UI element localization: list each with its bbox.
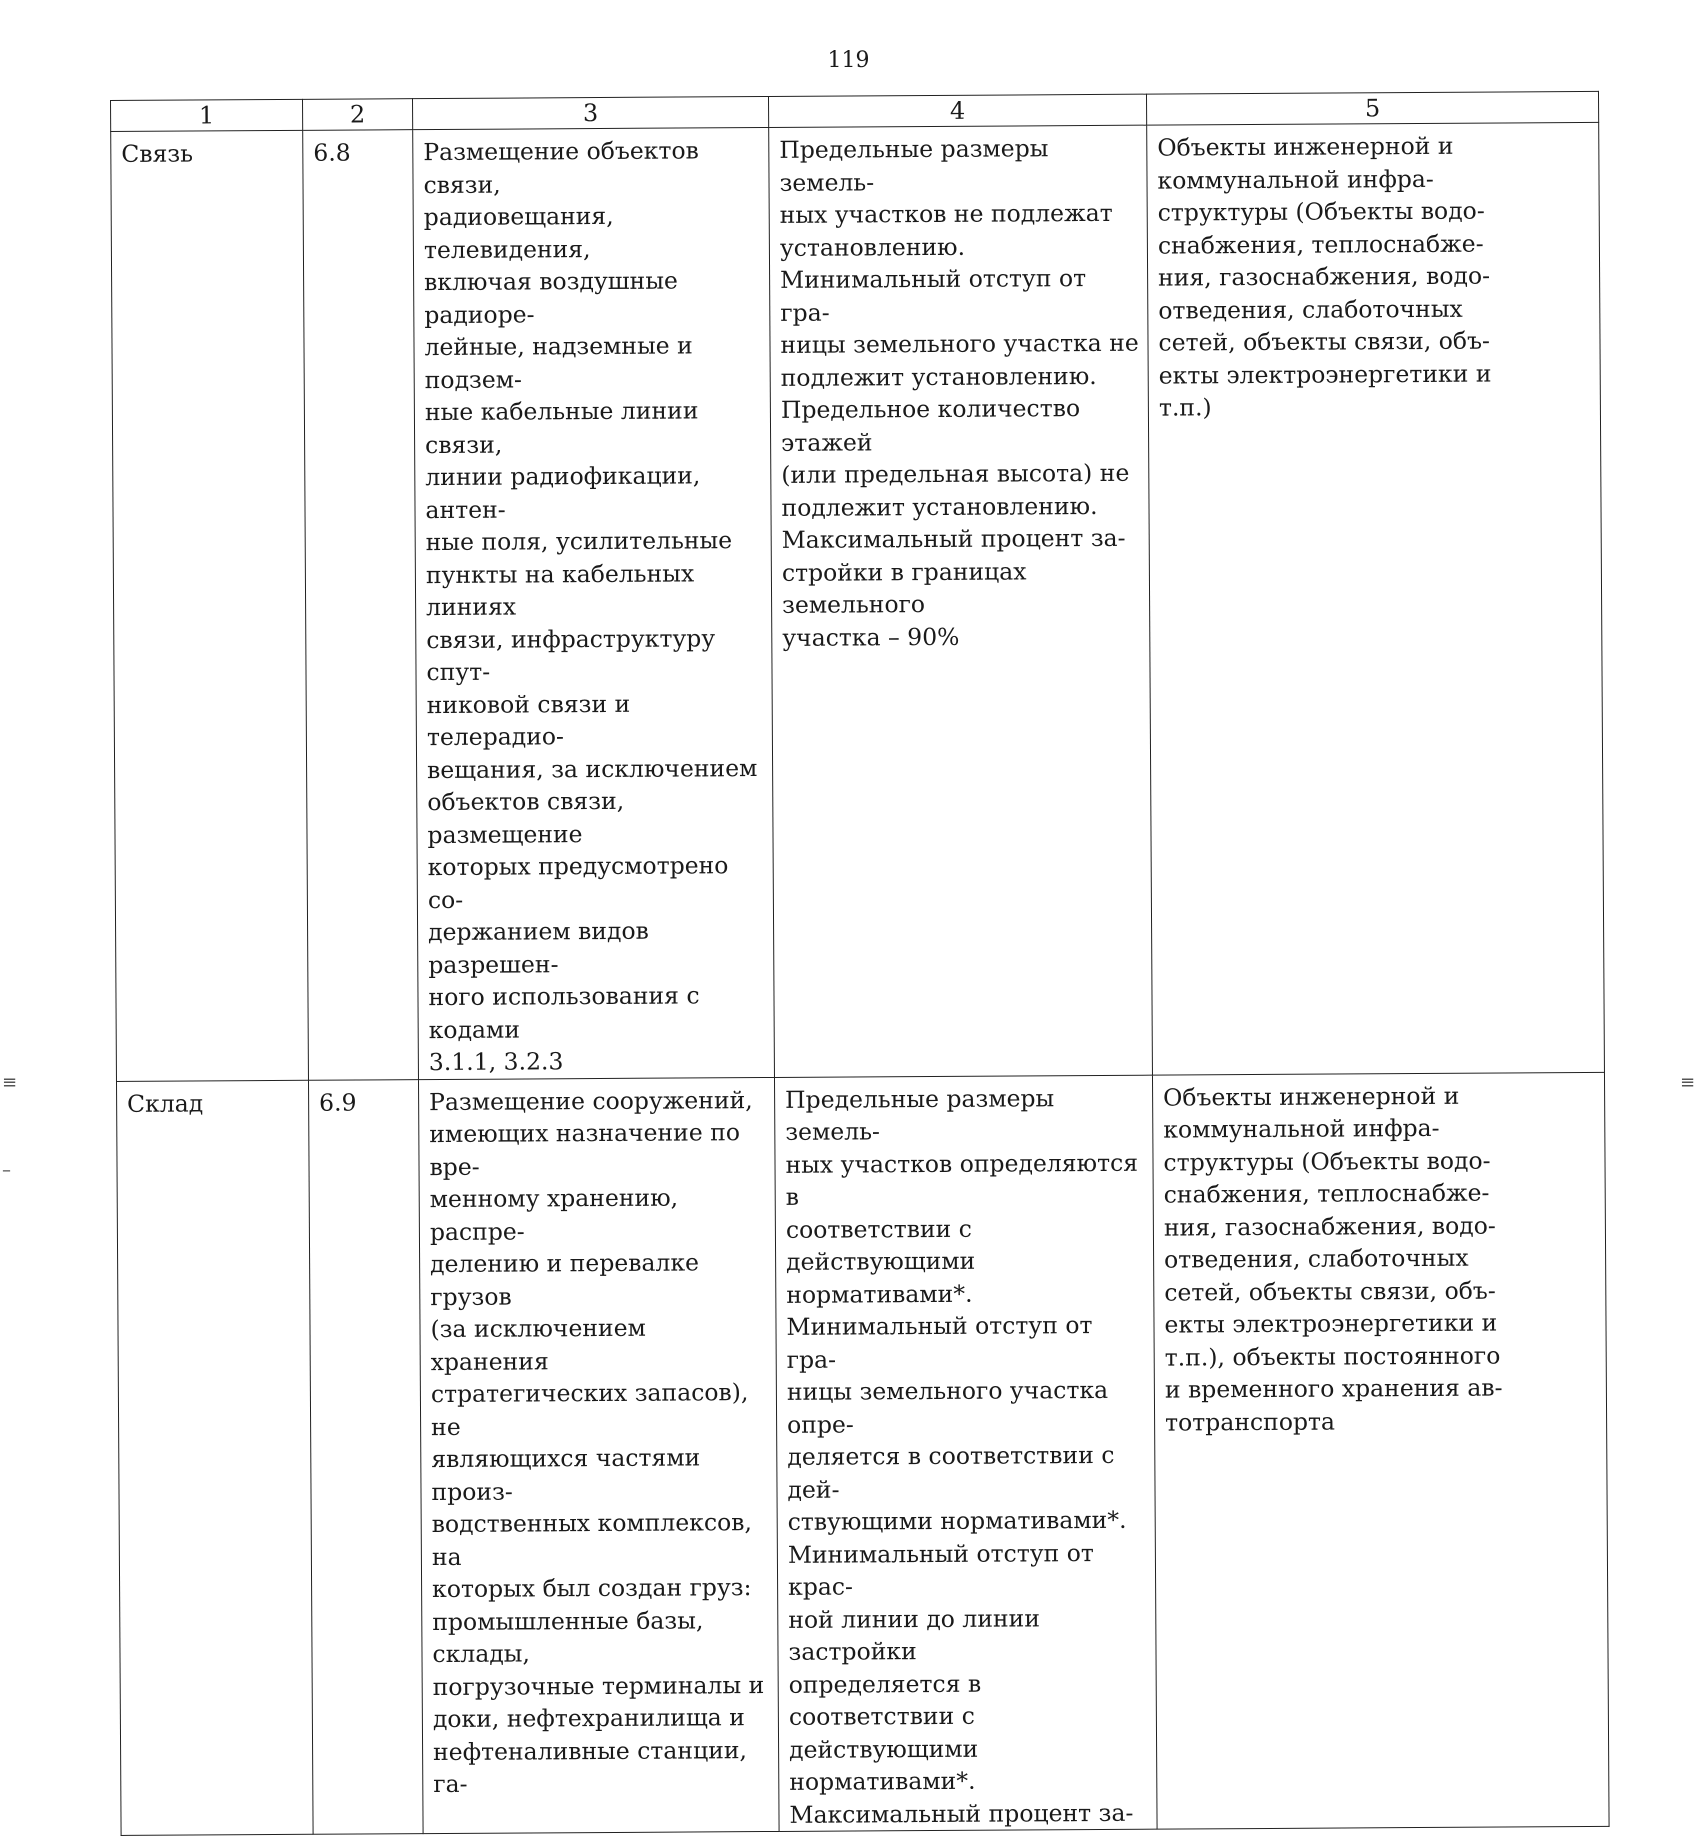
- use-type-code: 6.9: [308, 1079, 423, 1834]
- column-header: 4: [768, 94, 1146, 127]
- use-type-name: Связь: [111, 130, 309, 1081]
- left-margin-tick: –: [2, 1160, 11, 1181]
- table-row: [111, 122, 1605, 1081]
- right-margin-mark: ≡: [1680, 1072, 1696, 1093]
- page-number: 119: [827, 48, 870, 73]
- left-margin-mark: ≡: [2, 1072, 18, 1093]
- use-type-auxiliary: Объекты инженерной и коммунальной инфра- структуры (Объекты водо- снабжения, теплоснабже- ния, газоснабжения, водо- отведения, слаботочных сетей, объекты связи, объ- екты электроэнергетики и т.п.), объекты постоянного и временного хранения ав- тотранспорта: [1152, 1072, 1609, 1829]
- use-type-parameters: Предельные размеры земель- ных участков не подлежат установлению. Минимальный отступ от гра- ницы земельного участка не подлежит установлению. Предельное количество этажей (или предельная высота) не подлежит установлению. Максимальный процент за- стройки в границах земельного участка – 90%: [769, 125, 1153, 1077]
- column-header: 3: [412, 96, 768, 129]
- column-header: 1: [111, 99, 303, 131]
- column-header: 5: [1146, 91, 1598, 125]
- zoning-table: [110, 91, 1610, 1836]
- column-header: 2: [302, 99, 412, 131]
- use-type-description: Размещение объектов связи, радиовещания, телевидения, включая воздушные радиоре- лейные, надземные и подзем- ные кабельные линии связи, линии радиофикации, антен- ные поля, усилительные пункты на кабельных линиях связи, инфраструктуру спут- никовой связи и телерадио- вещания, за исключением объектов связи, размещение которых предусмотрено со- держанием видов разрешен- ного использования с кодами 3.1.1, 3.2.3: [413, 127, 775, 1079]
- table-row: [116, 1072, 1609, 1836]
- zoning-table-wrapper: [110, 91, 1609, 1836]
- use-type-code: 6.8: [303, 130, 419, 1080]
- use-type-auxiliary: Объекты инженерной и коммунальной инфра- структуры (Объекты водо- снабжения, теплоснабже- ния, газоснабжения, водо- отведения, слаботочных сетей, объекты связи, объ- екты электроэнергетики и т.п.): [1147, 122, 1605, 1074]
- use-type-parameters: Предельные размеры земель- ных участков определяются в соответствии с действующими нормативами*. Минимальный отступ от гра- ницы земельного участка опре- деляется в соответствии с дей- ствующими нормативами*. Минимальный отступ от крас- ной линии до линии застройки определяется в соответствии с действующими нормативами*. Максимальный процент за-: [774, 1075, 1157, 1832]
- use-type-name: Склад: [116, 1080, 313, 1836]
- use-type-description: Размещение сооружений, имеющих назначение по вре- менному хранению, распре- делению и перевалке грузов (за исключением хранения стратегических запасов), не являющихся частями произ- водственных комплексов, на которых был создан груз: промышленные базы, склады, погрузочные терминалы и доки, нефтехранилища и нефтеналивные станции, га-: [418, 1077, 779, 1834]
